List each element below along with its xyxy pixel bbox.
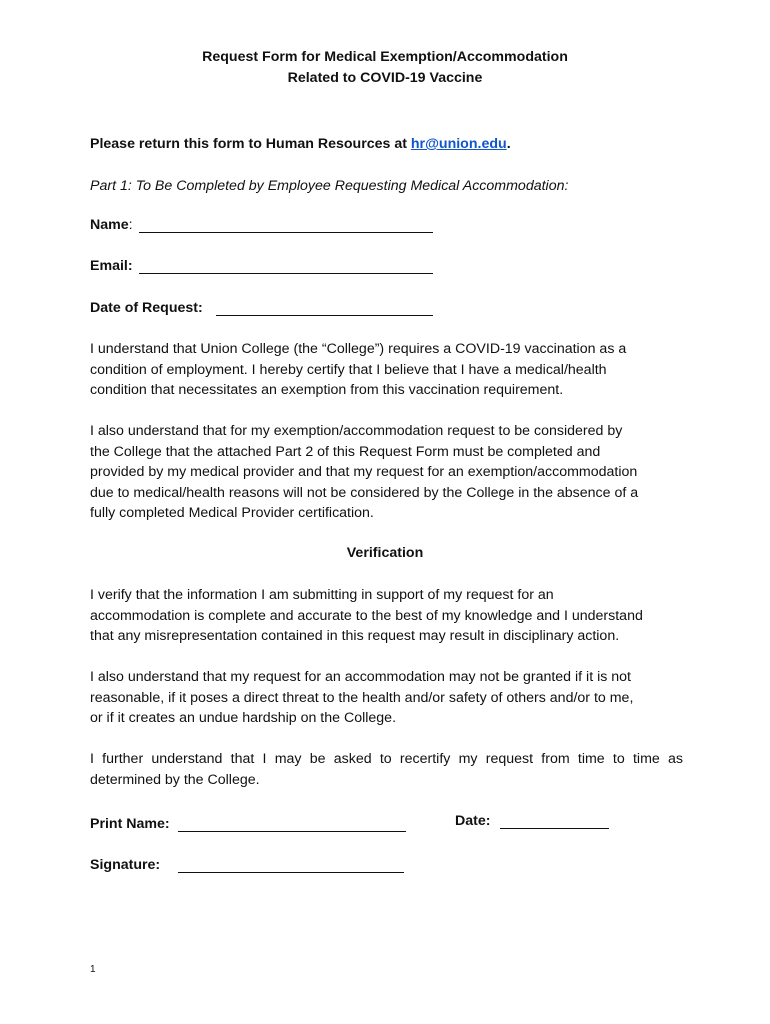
paragraph-line: accommodation is complete and accurate to the best of my knowledge and I understand [90,607,643,624]
paragraph-line: condition of employment. I hereby certify that I believe that I have a medical/health [90,361,607,378]
paragraph-recertify [90,749,683,790]
signature-label: Signature: [90,857,161,873]
return-notice-prefix: Please return this form to Human Resources at [90,136,411,152]
email-input-line[interactable] [139,273,433,274]
paragraph-line: I also understand that my request for an accommodation may not be granted if it is not [90,669,631,685]
print-name-input-line[interactable] [178,831,406,832]
paragraph-line: I further understand that I may be asked to recertify my request from time to time as [90,751,683,767]
paragraph-line: provided by my medical provider and that my request for an exemption/accommodation [90,464,638,480]
paragraph-part2-requirement [90,421,685,524]
paragraph-line: or if it creates an undue hardship on the College. [90,710,397,726]
paragraph-line: that any misrepresentation contained in this request may result in disciplinary action. [90,628,620,644]
date-of-request-label: Date of Request: [90,300,203,316]
form-title-line-2: Related to COVID-19 Vaccine [287,69,483,86]
paragraph-line: fully completed Medical Provider certification. [90,505,374,521]
paragraph-line: I also understand that for my exemption/accommodation request to be considered by [90,423,623,439]
paragraph-line: due to medical/health reasons will not be considered by the College in the absence of a [90,484,639,501]
paragraph-line: I understand that Union College (the “College”) requires a COVID-19 vaccination as a [90,341,627,357]
name-field-label [90,215,133,236]
paragraph-line: determined by the College. [90,771,260,788]
date-label: Date: [455,813,491,829]
part1-heading: Part 1: To Be Completed by Employee Requesting Medical Accommodation: [90,178,569,194]
email-label: Email: [90,258,133,274]
paragraph-line: I verify that the information I am submitting in support of my request for an [90,587,554,603]
paragraph-verify-accuracy [90,585,685,647]
signature-input-line[interactable] [178,872,404,873]
form-title-line-1: Request Form for Medical Exemption/Accommodation [202,49,568,65]
return-notice-suffix: . [506,136,511,152]
print-name-label: Print Name: [90,816,170,832]
paragraph-certification [90,339,685,401]
name-input-line[interactable] [139,232,433,233]
page-number: 1 [90,964,96,975]
date-input-line[interactable] [500,828,609,829]
name-label: Name [90,217,129,233]
name-label-colon: : [128,217,133,233]
paragraph-line: condition that necessitates an exemption from this vaccination requirement. [90,382,564,398]
return-notice [90,134,511,155]
verification-heading: Verification [346,545,424,561]
paragraph-not-granted [90,667,685,729]
paragraph-line: reasonable, if it poses a direct threat to the health and/or safety of others and/or to me, [90,689,634,706]
hr-email-link[interactable]: hr@union.edu [410,136,507,152]
paragraph-line: the College that the attached Part 2 of this Request Form must be completed and [90,443,601,460]
date-of-request-input-line[interactable] [216,315,433,316]
form-title [0,47,770,88]
